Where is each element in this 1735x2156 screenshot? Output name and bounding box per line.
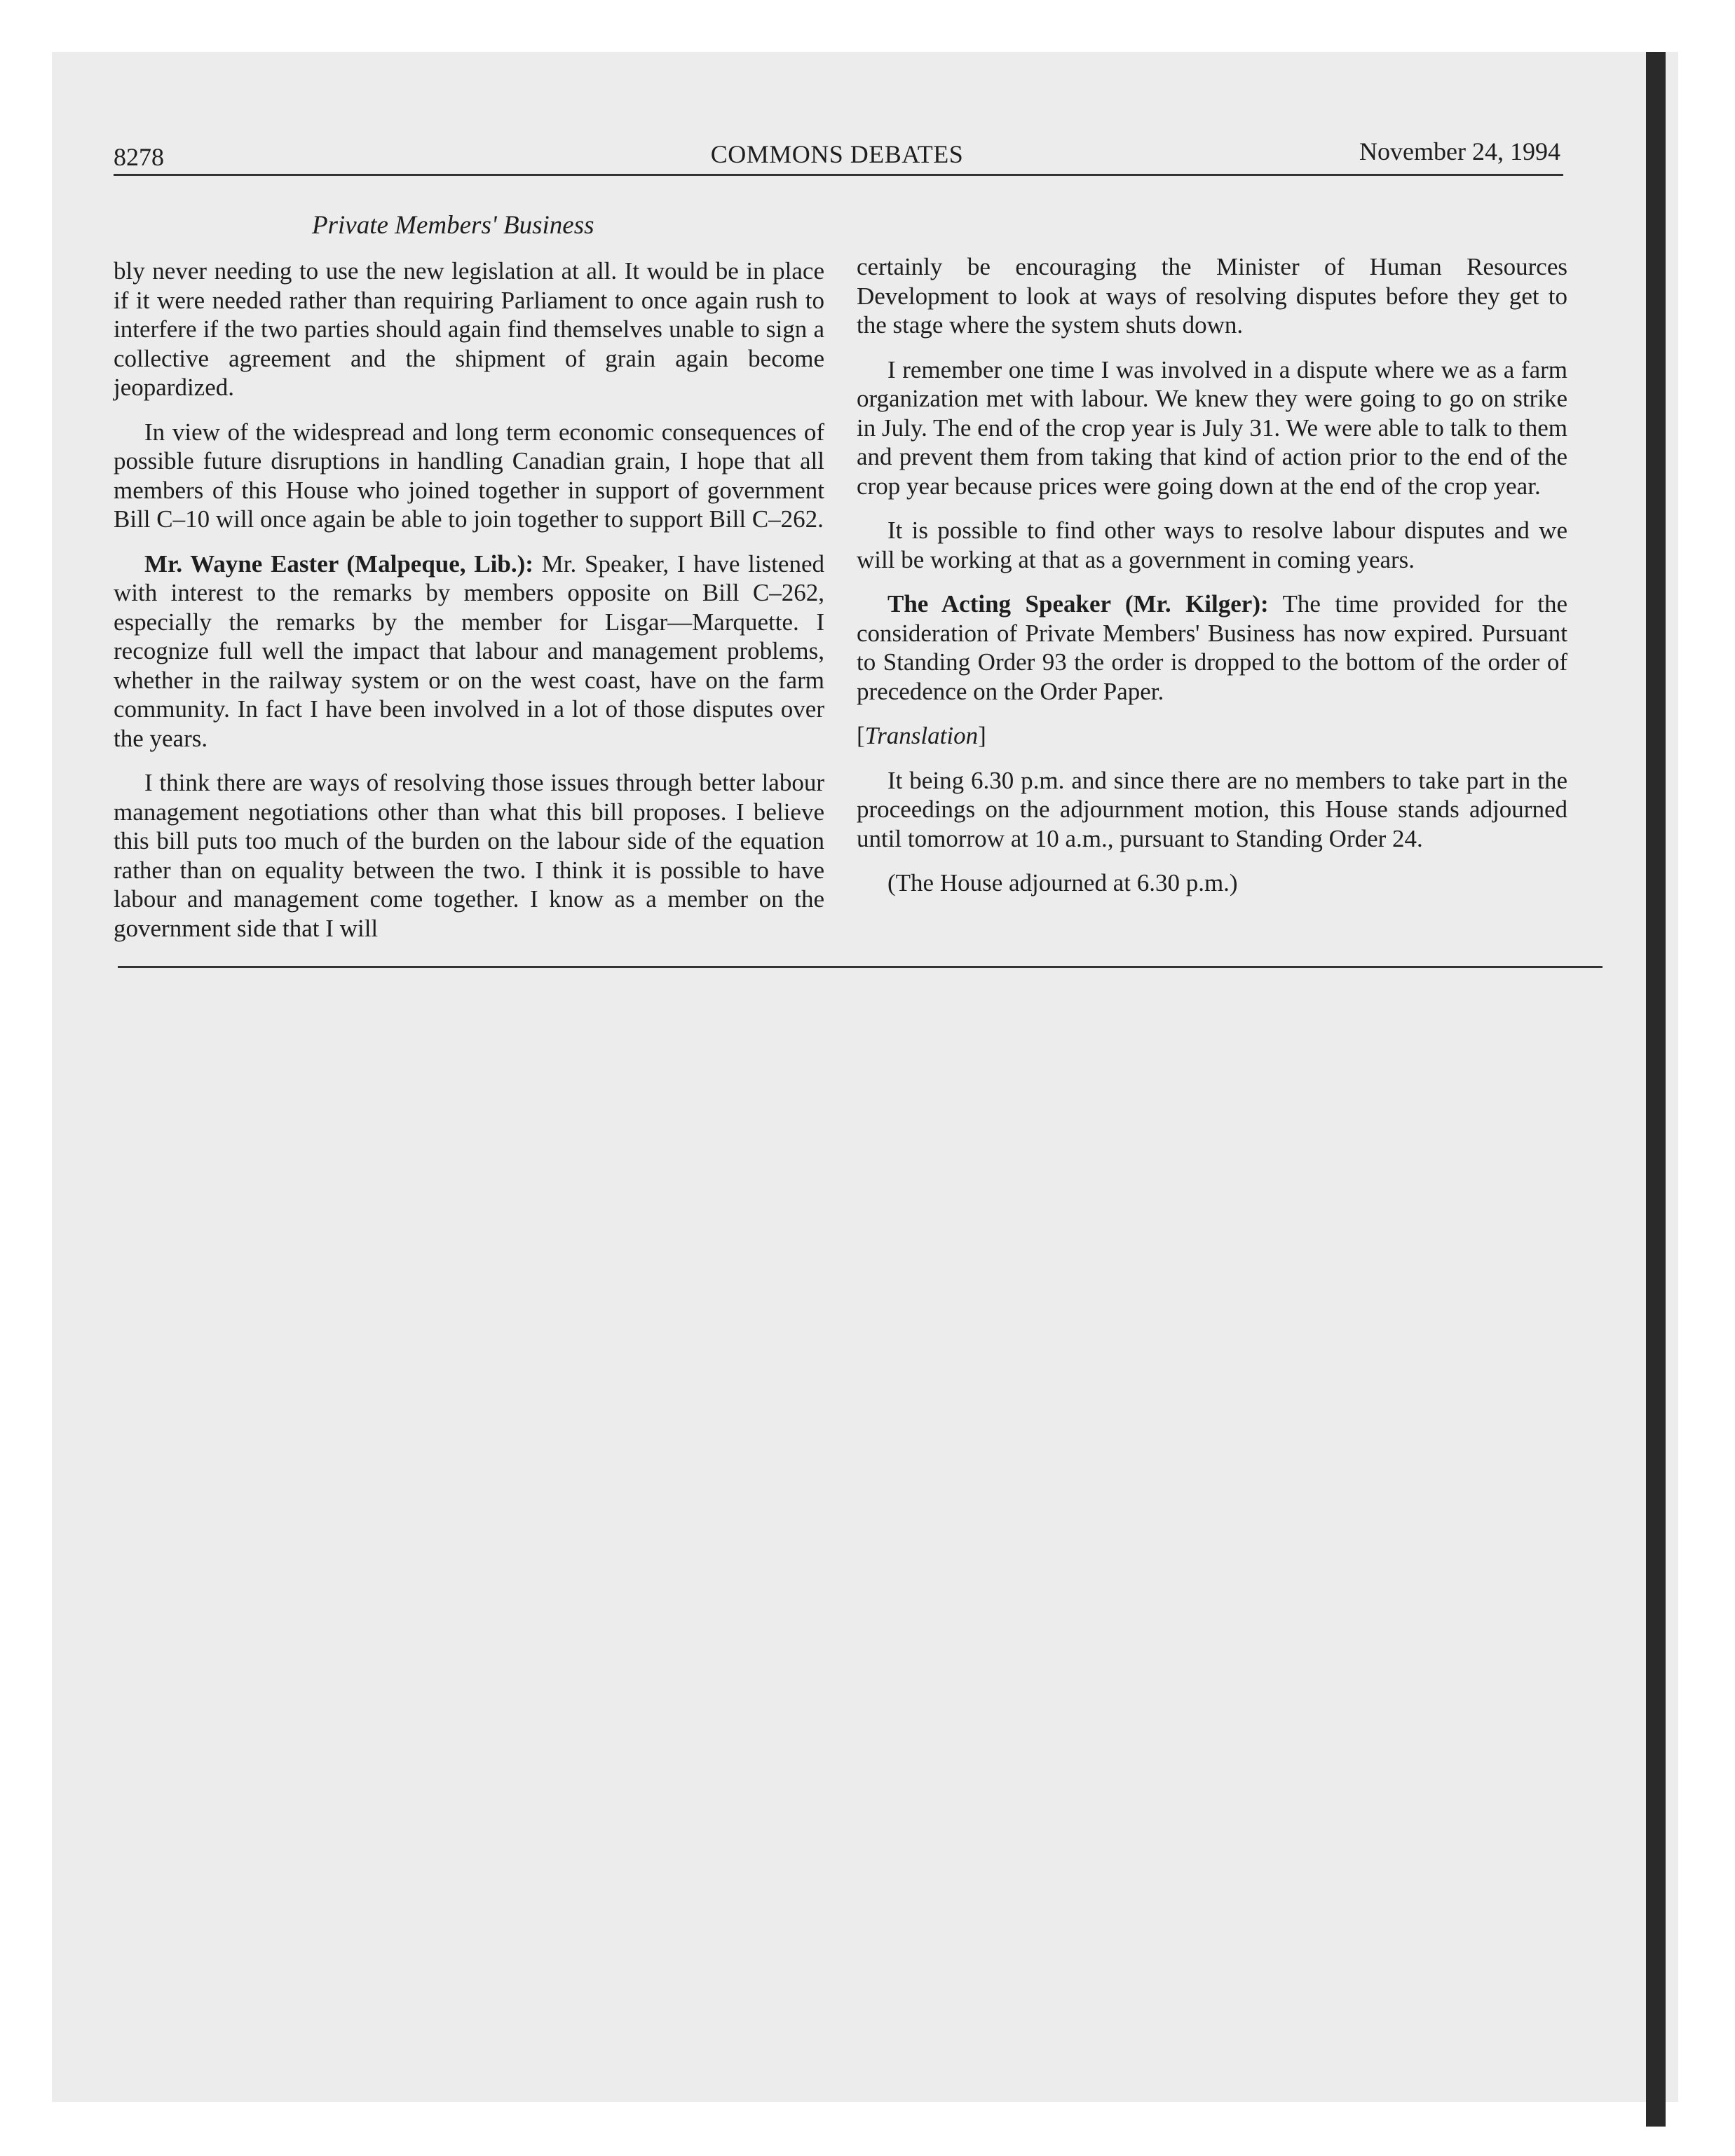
header-date: November 24, 1994 — [1359, 137, 1560, 165]
scan-edge-shadow — [1646, 52, 1666, 2127]
left-column — [114, 257, 824, 958]
paragraph: In view of the widespread and long term economic consequences of possible future disruptions in handling Canadian grain, I hope that all members of this House who joined together in support of government Bill C–10 will once again be able to join together to support Bill C–262. — [114, 418, 824, 533]
journal-title: COMMONS DEBATES — [710, 140, 964, 168]
paragraph: certainly be encouraging the Minister of Human Resources Development to look at ways of resolving disputes before they get to the stage where the system shuts down. — [857, 253, 1567, 339]
section-title: Private Members' Business — [312, 211, 594, 240]
footer-rule — [118, 966, 1603, 968]
translation-label: Translation — [864, 722, 979, 749]
speech-text: Mr. Speaker, I have listened with interest to the remarks by members opposite on Bill C–262, especially the remarks by the member for Lisgar—Marquette. I recognize full well the impact that labour and management problems, whether in the railway system or on the west coast, have on the farm community. In fact I have been involved in a lot of those disputes over the years. — [114, 550, 824, 752]
paragraph: I remember one time I was involved in a dispute where we as a farm organization met with labour. We knew they were going to go on strike in July. The end of the crop year is July 31. We were able to talk to them and prevent them from taking that kind of action prior to the end of the crop year because prices were going down at the end of the crop year. — [857, 355, 1567, 500]
speaker-name: The Acting Speaker (Mr. Kilger): — [887, 590, 1269, 618]
speech-text: The time provided for the consideration of Private Members' Business has now expired. Pursuant to Standing Order 93 the order is dropped to the bottom of the order of precedence on the Order Paper. — [857, 590, 1567, 705]
header-rule — [114, 174, 1563, 176]
paragraph: It is possible to find other ways to resolve labour disputes and we will be working at that as a government in coming years. — [857, 517, 1567, 573]
speaker-name: Mr. Wayne Easter (Malpeque, Lib.): — [144, 550, 533, 578]
adjournment-note: (The House adjourned at 6.30 p.m.) — [887, 869, 1238, 896]
speech-paragraph — [114, 550, 824, 753]
translation-marker: [Translation] — [857, 722, 986, 749]
paragraph: bly never needing to use the new legislation at all. It would be in place if it were needed rather than requiring Parliament to once again rush to interfere if the two parties should again find themselves unable to sign a collective agreement and the shipment of grain again become jeopardized. — [114, 257, 824, 401]
page-header — [114, 135, 1560, 171]
right-column — [857, 252, 1567, 913]
speech-paragraph — [857, 589, 1567, 706]
page-number: 8278 — [114, 143, 164, 171]
paragraph: It being 6.30 p.m. and since there are no members to take part in the proceedings on the adjournment motion, this House stands adjourned until tomorrow at 10 a.m., pursuant to Standing Order 24. — [857, 766, 1567, 852]
paragraph: I think there are ways of resolving those issues through better labour management negotiations other than what this bill proposes. I believe this bill puts too much of the burden on the labour side of the equation rather than on equality between the two. I think it is possible to have labour and management come together. I know as a member on the government side that I will — [114, 769, 824, 942]
